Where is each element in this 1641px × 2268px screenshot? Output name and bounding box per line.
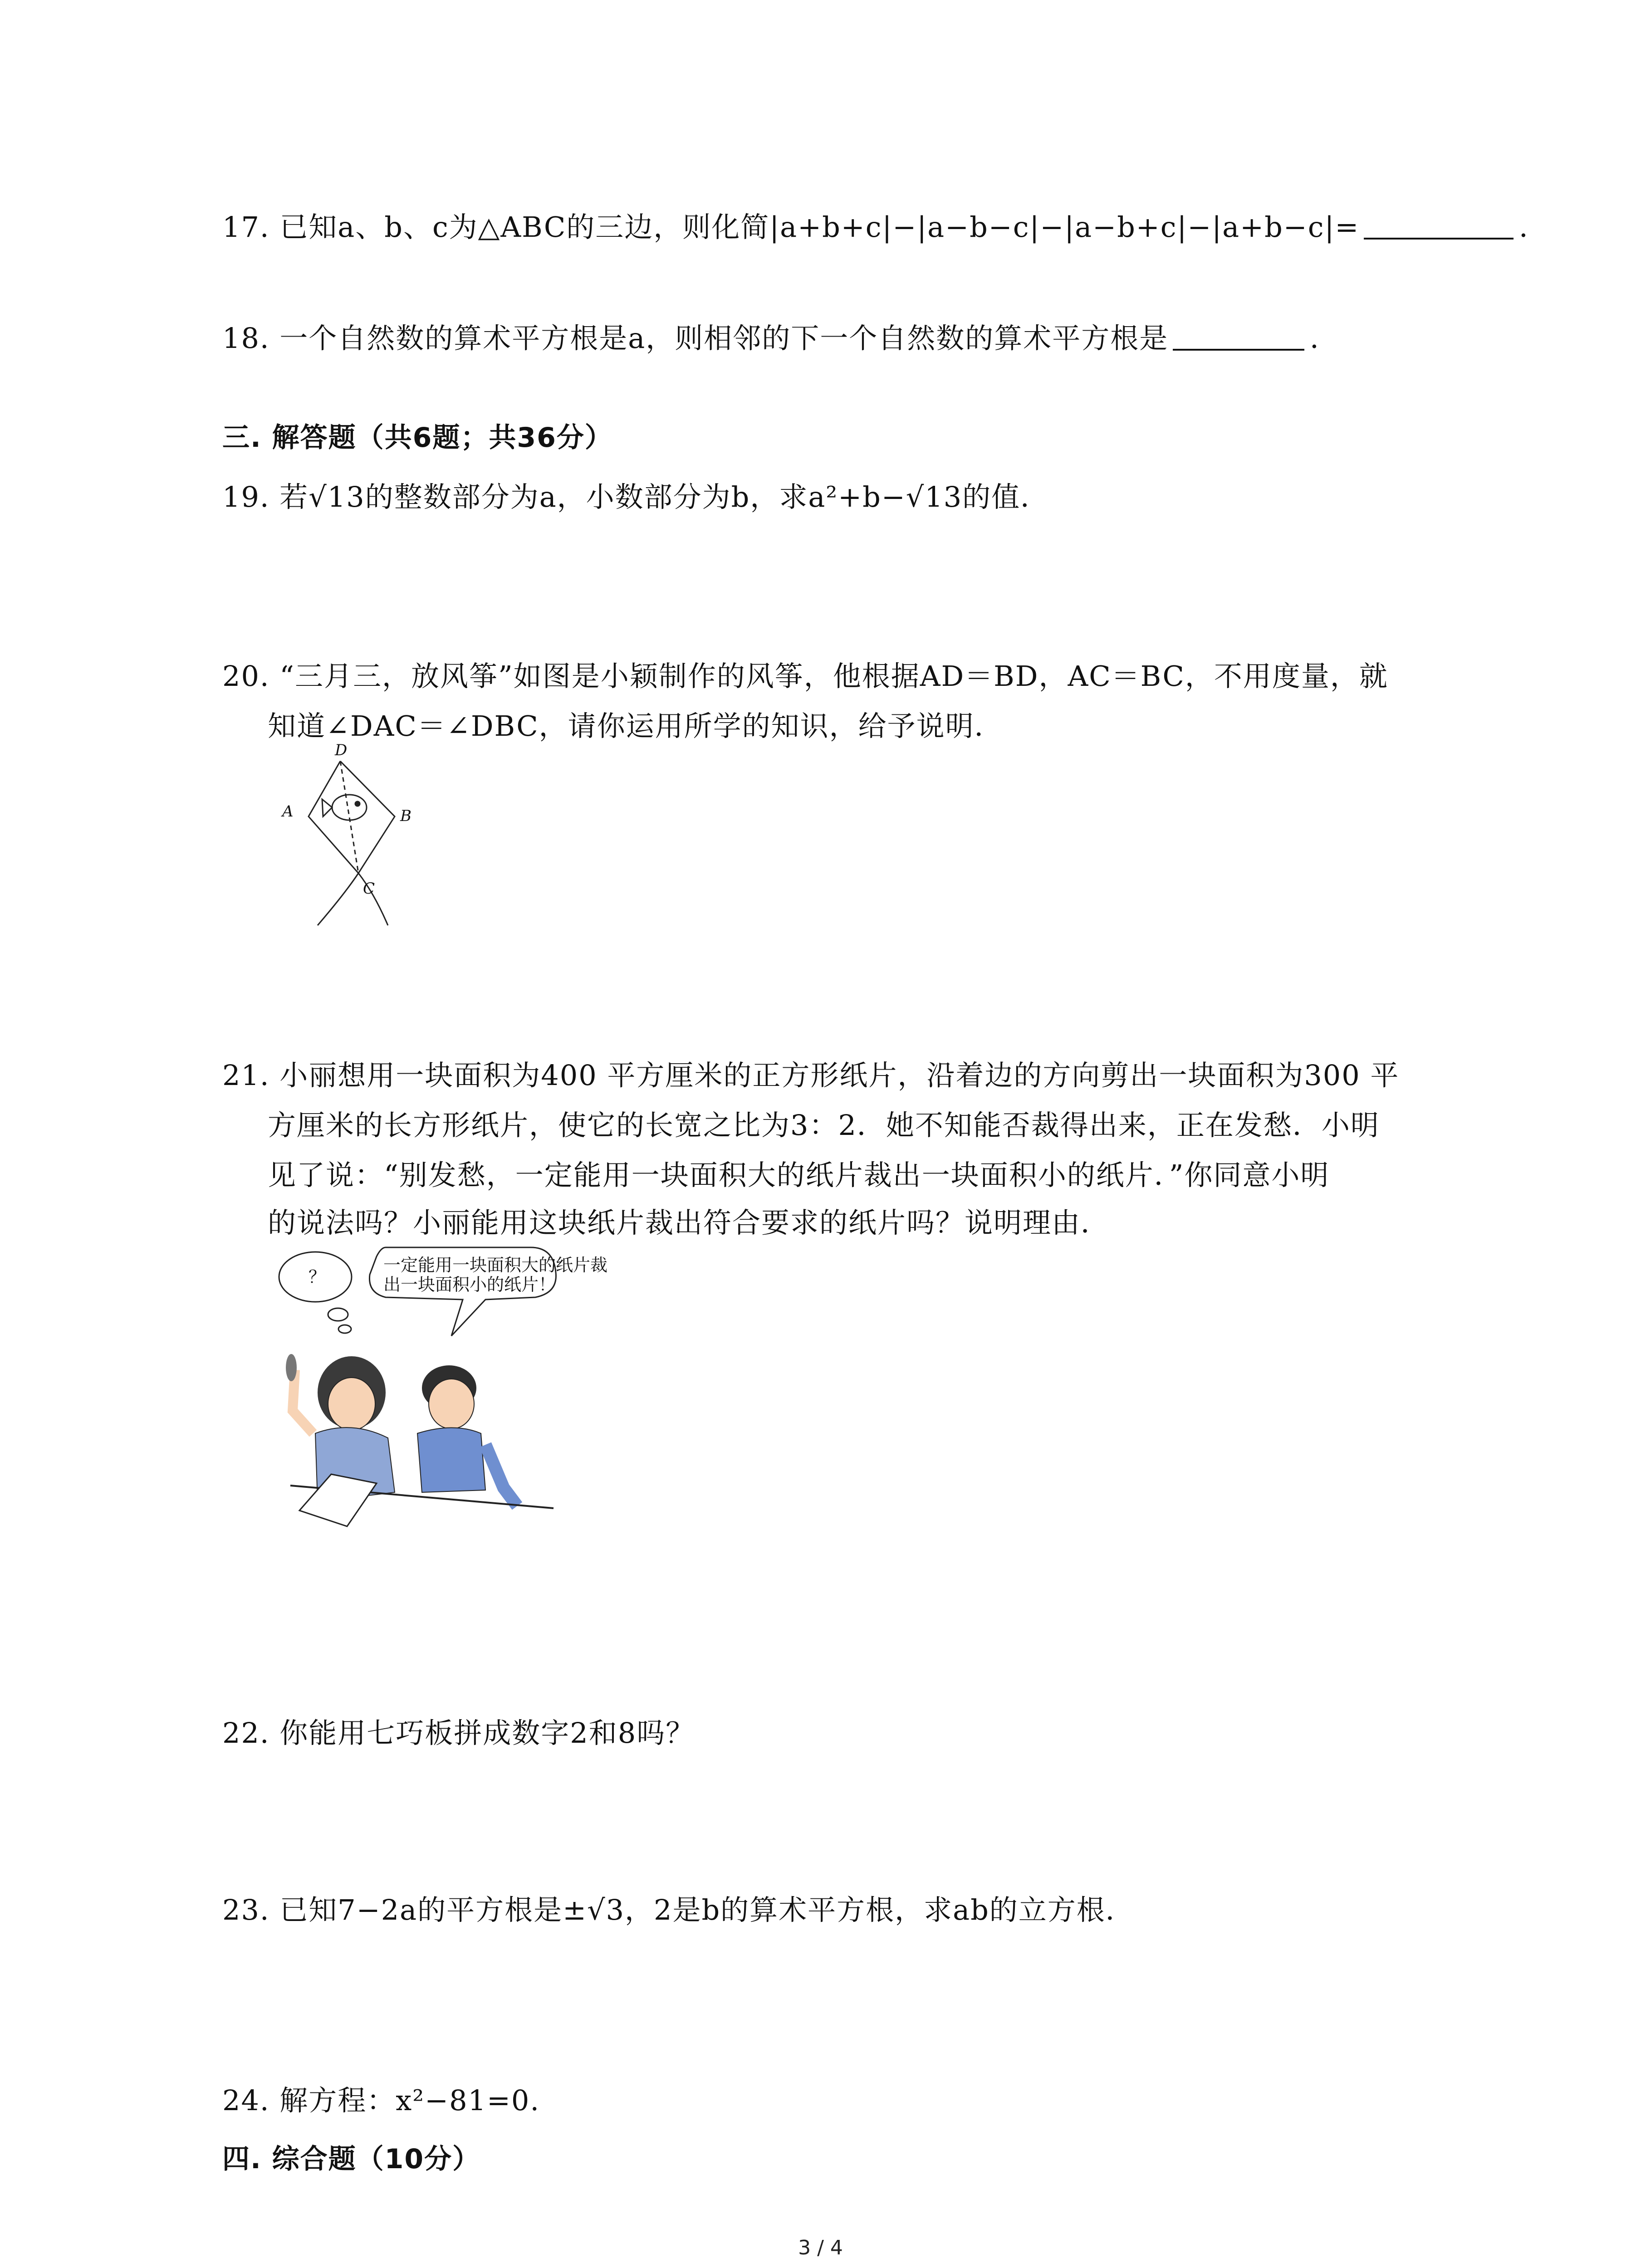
page-number: 3 / 4 xyxy=(798,2236,843,2259)
speech-line-1: 一定能用一块面积大的纸片裁 xyxy=(383,1255,608,1275)
question-24: 24. 解方程：x²−81=0. xyxy=(222,2084,540,2117)
cartoon-illustration xyxy=(272,1238,608,1529)
q18-text: 18. 一个自然数的算术平方根是a，则相邻的下一个自然数的算术平方根是 xyxy=(222,322,1169,355)
thought-text: ？ xyxy=(309,1267,326,1287)
section-4-heading: 四. 综合题（10分） xyxy=(222,2143,481,2175)
label-b: B xyxy=(400,807,411,825)
question-23: 23. 已知7−2a的平方根是±√3，2是b的算术平方根，求ab的立方根． xyxy=(222,1893,1135,1926)
kite-string-left xyxy=(318,873,358,925)
fish-tail-icon xyxy=(322,799,332,816)
question-21-line-1: 21. 小丽想用一块面积为400 平方厘米的正方形纸片，沿着边的方向剪出一块面积为300 平 xyxy=(222,1059,1400,1092)
label-d: D xyxy=(335,741,348,759)
q18-answer-blank[interactable] xyxy=(1173,349,1304,351)
speech-line-2: 出一块面积小的纸片！ xyxy=(383,1275,556,1295)
question-21-line-2: 方厘米的长方形纸片，使它的长宽之比为3：2．她不知能否裁得出来，正在发愁．小明 xyxy=(268,1109,1380,1142)
label-a: A xyxy=(282,802,294,821)
question-22: 22. 你能用七巧板拼成数字2和8吗？ xyxy=(222,1716,695,1750)
label-c: C xyxy=(363,880,375,898)
question-17 xyxy=(222,210,1548,244)
q18-suffix: ． xyxy=(1310,322,1339,355)
question-19: 19. 若√13的整数部分为a，小数部分为b，求a²+b−√13的值． xyxy=(222,480,1050,513)
boy-figure xyxy=(417,1365,517,1506)
question-18 xyxy=(222,322,1339,355)
question-21-line-3: 见了说：“别发愁，一定能用一块面积大的纸片裁出一块面积小的纸片．”你同意小明 xyxy=(268,1158,1330,1192)
fish-icon xyxy=(332,795,367,820)
q17-text: 17. 已知a、b、c为△ABC的三边，则化简|a+b+c|−|a−b−c|−|a−b+c|−|a+b−c|= xyxy=(222,210,1360,244)
section-3-heading: 三. 解答题（共6题；共36分） xyxy=(222,422,613,454)
question-21-line-4: 的说法吗？小丽能用这块纸片裁出符合要求的纸片吗？说明理由． xyxy=(268,1206,1110,1239)
q17-suffix: ． xyxy=(1519,210,1548,244)
q17-answer-blank[interactable] xyxy=(1364,238,1514,240)
question-20-line-1: 20. “三月三，放风筝”如图是小颖制作的风筝，他根据AD＝BD，AC＝BC，不用度量，就 xyxy=(222,660,1388,693)
kite-figure xyxy=(272,741,422,934)
question-20-line-2: 知道∠DAC＝∠DBC，请你运用所学的知识，给予说明． xyxy=(268,709,1004,743)
square-paper xyxy=(299,1474,377,1526)
kite-outline xyxy=(309,761,395,873)
